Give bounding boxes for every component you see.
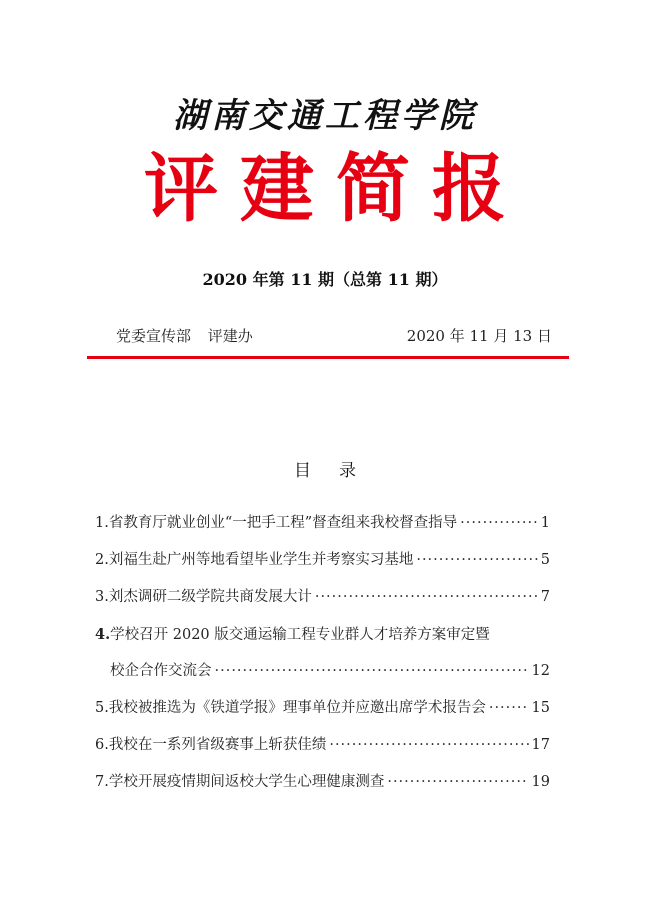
toc-leader — [416, 542, 537, 579]
toc-entry-title: 7.学校开展疫情期间返校大学生心理健康测查 — [95, 774, 385, 790]
toc-leader — [315, 579, 538, 616]
toc-leader — [489, 690, 529, 727]
toc-entry-title: 2.刘福生赴广州等地看望毕业学生并考察实习基地 — [95, 552, 414, 568]
toc-leader — [215, 653, 529, 690]
toc-entry-page: 1 — [540, 515, 550, 531]
masthead-meta — [116, 325, 552, 346]
toc-leader — [329, 727, 528, 764]
brief-title: 评建简报 — [144, 146, 528, 232]
toc-entry-page: 17 — [531, 737, 550, 753]
publisher-dept-1: 党委宣传部 — [116, 327, 192, 345]
toc-entry-page: 5 — [540, 552, 550, 568]
school-name: 湖南交通工程学院 — [173, 96, 477, 136]
toc-entry-page: 7 — [540, 589, 550, 605]
publisher-dept-2: 评建办 — [207, 327, 253, 345]
toc-leader — [387, 764, 528, 801]
toc-entry-page: 12 — [531, 663, 550, 679]
toc-leader — [460, 505, 538, 542]
toc-entry-title: 1.省教育厅就业创业“一把手工程”督查组来我校督查指导 — [95, 515, 458, 531]
toc-entry-title: 3.刘杰调研二级学院共商发展大计 — [95, 589, 312, 605]
toc-heading: 目录 — [294, 461, 384, 481]
toc-entry-7[interactable] — [95, 764, 550, 801]
toc-entry-1[interactable] — [95, 505, 550, 542]
toc-entry-6[interactable] — [95, 727, 550, 764]
toc-entry-2[interactable] — [95, 542, 550, 579]
table-of-contents — [95, 505, 550, 801]
toc-entry-page: 15 — [531, 700, 550, 716]
publish-date: 2020 年 11 月 13 日 — [406, 327, 552, 345]
toc-entry-3[interactable] — [95, 579, 550, 616]
toc-entry-4[interactable] — [95, 616, 550, 653]
publisher — [116, 325, 253, 346]
toc-entry-title-cont: 校企合作交流会 — [110, 663, 212, 679]
toc-entry-page: 19 — [531, 774, 550, 790]
masthead-divider — [87, 356, 569, 359]
toc-entry-title: 5.我校被推选为《铁道学报》理事单位并应邀出席学术报告会 — [95, 700, 486, 716]
toc-entry-title: 4.学校召开 2020 版交通运输工程专业群人才培养方案审定暨 — [95, 626, 490, 643]
toc-entry-5[interactable] — [95, 690, 550, 727]
toc-entry-4-continued[interactable] — [95, 653, 550, 690]
issue-number: 2020 年第 11 期（总第 11 期） — [202, 270, 448, 289]
toc-entry-title: 6.我校在一系列省级赛事上斩获佳绩 — [95, 737, 327, 753]
